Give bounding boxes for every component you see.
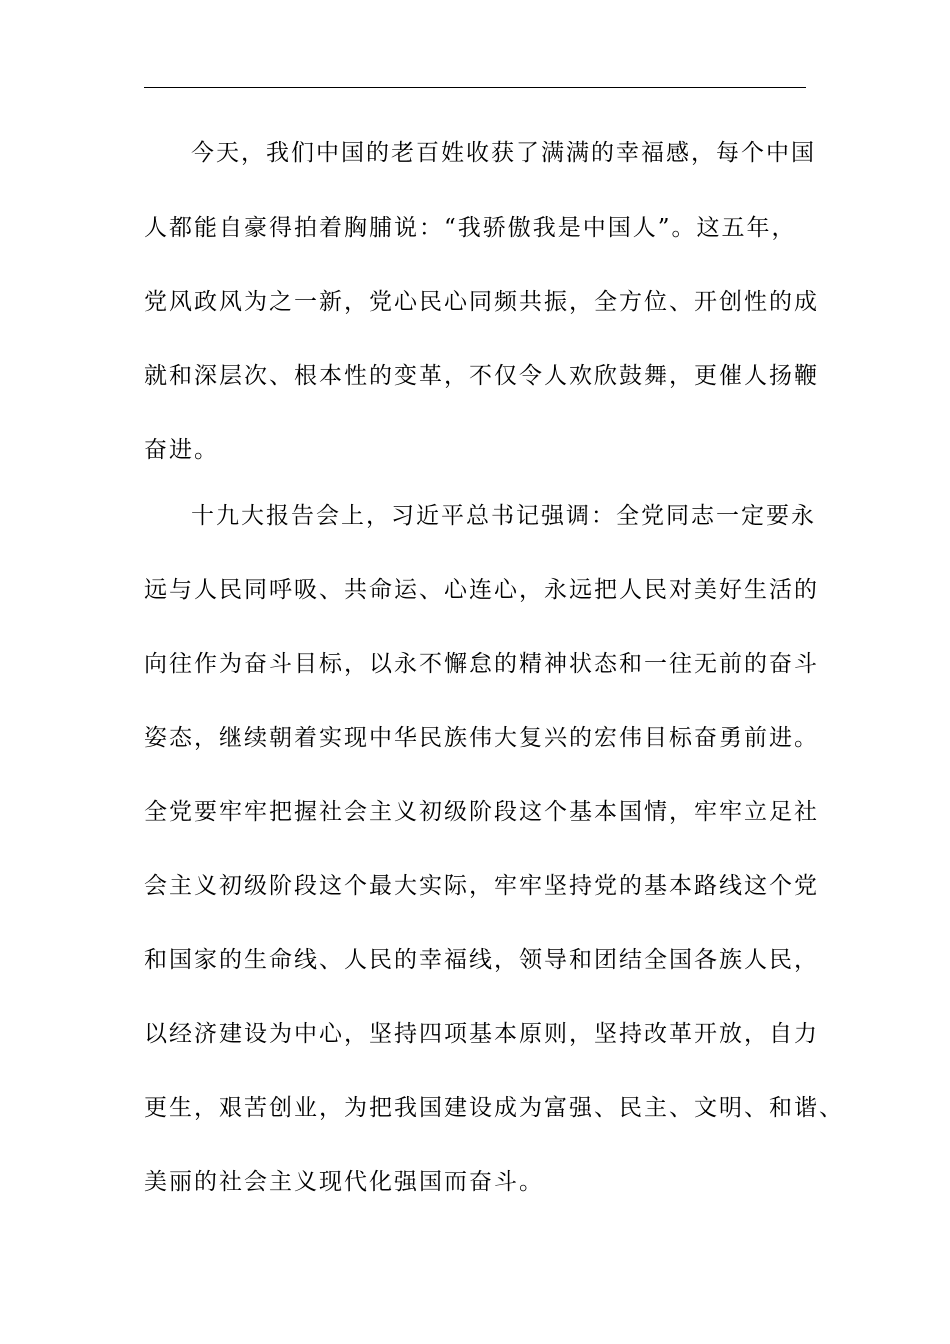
paragraph-line: 全党要牢牢把握社会主义初级阶段这个基本国情，牢牢立足社 [144,799,819,825]
header-rule [144,87,806,88]
paragraph-line: 奋进。 [144,437,219,463]
paragraph-line: 和国家的生命线、人民的幸福线，领导和团结全国各族人民， [144,947,819,973]
paragraph-line: 今天，我们中国的老百姓收获了满满的幸福感，每个中国 [191,140,816,166]
paragraph-line: 远与人民同呼吸、共命运、心连心，永远把人民对美好生活的 [144,577,819,603]
paragraph-line: 党风政风为之一新，党心民心同频共振，全方位、开创性的成 [144,289,819,315]
paragraph-line: 姿态，继续朝着实现中华民族伟大复兴的宏伟目标奋勇前进。 [144,725,819,751]
paragraph-line: 向往作为奋斗目标，以永不懈怠的精神状态和一往无前的奋斗 [144,651,819,677]
paragraph-line: 会主义初级阶段这个最大实际，牢牢坚持党的基本路线这个党 [144,873,819,899]
paragraph-line: 人都能自豪得拍着胸脯说：“我骄傲我是中国人”。这五年， [144,215,797,241]
paragraph-line: 以经济建设为中心，坚持四项基本原则，坚持改革开放，自力 [144,1021,819,1047]
paragraph-line: 美丽的社会主义现代化强国而奋斗。 [144,1169,544,1195]
paragraph-line: 就和深层次、根本性的变革，不仅令人欢欣鼓舞，更催人扬鞭 [144,363,819,389]
paragraph-line: 更生，艰苦创业，为把我国建设成为富强、民主、文明、和谐、 [144,1095,844,1121]
paragraph-line: 十九大报告会上，习近平总书记强调：全党同志一定要永 [191,503,816,529]
